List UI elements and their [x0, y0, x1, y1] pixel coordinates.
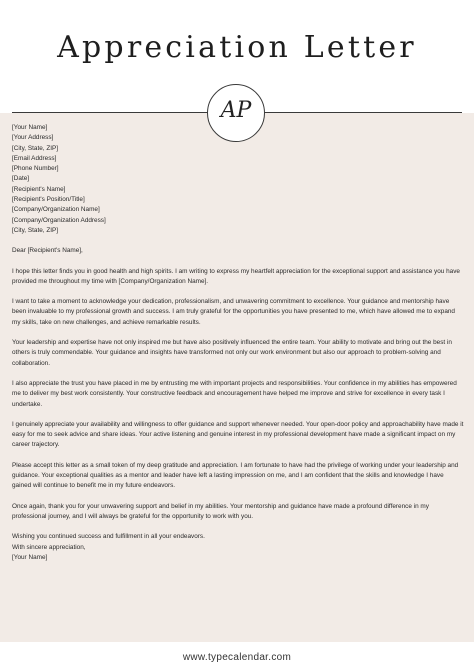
letter-title: Appreciation Letter [57, 30, 417, 65]
letter-content [12, 123, 464, 563]
monogram-text: AP [220, 98, 252, 123]
sender-line: [Email Address] [12, 154, 57, 162]
signature-name: [Your Name] [12, 553, 48, 561]
recipient-line: [Recipient's Position/Title] [12, 196, 85, 204]
sender-line: [Your Address] [12, 134, 54, 142]
paragraph: I also appreciate the trust you have placed in me by entrusting me with important projects and responsibilities. Your confidence in my abilities has empowered me to deliver my best work consistently. Your constructive feedback and encouragement have helped me improve and strive for excellence in every task I undertake. [12, 379, 457, 408]
footer-website: www.typecalendar.com [182, 652, 292, 663]
recipient-line: [Recipient's Name] [12, 185, 66, 193]
salutation: Dear [Recipient's Name], [12, 247, 83, 255]
paragraph: I hope this letter finds you in good health and high spirits. I am writing to express my heartfelt appreciation for the exceptional support and assistance you have provided me throughout my time with [Company/Organization Name]. [12, 267, 460, 285]
letter-footer [0, 642, 474, 670]
paragraph: I want to take a moment to acknowledge your dedication, professionalism, and unwavering commitment to excellence. Your guidance and mentorship have been invaluable to my professional growth and success. I am truly grateful for the opportunities you have presented to me, which have allowed me to expand my skills, take on new challenges, and achieve remarkable results. [12, 298, 455, 326]
sender-line: [Phone Number] [12, 165, 59, 173]
monogram-emblem [207, 84, 265, 142]
sender-line: [Your Name] [12, 124, 48, 131]
recipient-line: [City, State, ZIP] [12, 226, 59, 234]
sign-off: With sincere appreciation, [12, 543, 86, 551]
closing-block [12, 532, 464, 563]
paragraph: Once again, thank you for your unwavering support and belief in my abilities. Your mentorship and guidance have made a profound difference in my professional journey, and I will always be grateful for the opportunity to work with you. [12, 502, 429, 520]
paragraph: Your leadership and expertise have not only inspired me but have also positively influenced the entire team. Your ability to motivate and bring out the best in others is truly commendable. Your guidance and insights have transformed not only our work environment but also our approach to problem-solving and collaboration. [12, 339, 452, 367]
paragraph: I genuinely appreciate your availability and willingness to offer guidance and support whenever needed. Your open-door policy and approachability have made it easy for me to seek advice and share ideas. Your active listening and genuine interest in my professional development have made a significant impact on my career trajectory. [12, 420, 464, 449]
sender-line: [Date] [12, 175, 30, 183]
recipient-line: [Company/Organization Address] [12, 216, 106, 224]
paragraph: Please accept this letter as a small token of my deep gratitude and appreciation. I am fortunate to have had the privilege of working under your leadership and guidance. Your exceptional qualities as a mentor and leader have left a lasting impression on me, and I am confident that the skills and knowledge I have gained will continue to benefit me in my future endeavors. [12, 461, 459, 490]
closing-line: Wishing you continued success and fulfillment in all your endeavors. [12, 533, 205, 541]
sender-line: [City, State, ZIP] [12, 144, 59, 152]
recipient-line: [Company/Organization Name] [12, 206, 100, 214]
